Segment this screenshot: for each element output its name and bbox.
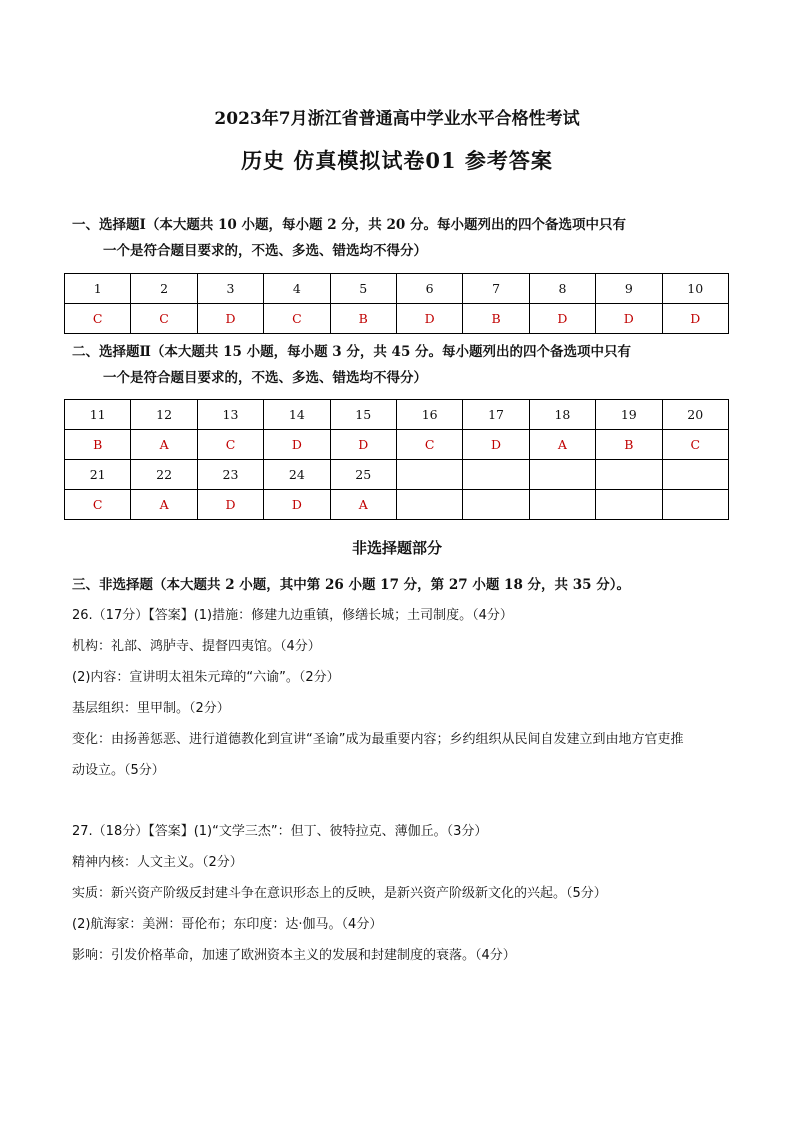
answer-line: (2)内容：宣讲明太祖朱元璋的“六谕”。（2分） [72, 670, 340, 685]
question-number: 7 [463, 274, 529, 304]
q27-answer [72, 816, 732, 971]
answer-letter: C [396, 430, 462, 460]
answer-letter: C [65, 490, 131, 520]
section1-instructions [72, 212, 626, 264]
answer-letter: B [596, 430, 662, 460]
answer-line: 基层组织：里甲制。（2分） [72, 701, 230, 716]
answer-letter: D [264, 490, 330, 520]
answer-line: 26.（17分）【答案】(1)措施：修建九边重镇，修缮长城；土司制度。（4分） [72, 608, 513, 623]
question-number: 13 [197, 400, 263, 430]
question-number: 4 [264, 274, 330, 304]
answer-letter: D [197, 304, 263, 334]
question-number: 17 [463, 400, 529, 430]
question-number: 8 [529, 274, 595, 304]
empty-cell [662, 490, 728, 520]
empty-cell [662, 460, 728, 490]
question-number: 24 [264, 460, 330, 490]
empty-cell [529, 490, 595, 520]
answer-letter: C [65, 304, 131, 334]
question-number: 19 [596, 400, 662, 430]
section2-answer-table [64, 399, 729, 520]
answer-line: 精神内核：人文主义。（2分） [72, 855, 243, 870]
answer-letter: C [662, 430, 728, 460]
empty-cell [596, 490, 662, 520]
section1-line1: 一、选择题Ⅰ（本大题共 10 小题，每小题 2 分，共 20 分。每小题列出的四个备选项中只有 [72, 217, 626, 233]
answer-line: 机构：礼部、鸿胪寺、提督四夷馆。（4分） [72, 639, 321, 654]
answer-letter: B [463, 304, 529, 334]
answer-letter: A [529, 430, 595, 460]
table-row [65, 400, 729, 430]
question-number: 23 [197, 460, 263, 490]
answer-letter: B [65, 430, 131, 460]
answer-letter: D [529, 304, 595, 334]
section1-line2: 一个是符合题目要求的，不选、多选、错选均不得分） [103, 243, 427, 259]
section1-answer-table [64, 273, 729, 334]
question-number: 25 [330, 460, 396, 490]
table-row [65, 490, 729, 520]
answer-line: 实质：新兴资产阶级反封建斗争在意识形态上的反映，是新兴资产阶级新文化的兴起。（5分） [72, 886, 607, 901]
section2-line1: 二、选择题Ⅱ（本大题共 15 小题，每小题 3 分，共 45 分。每小题列出的四个备选项中只有 [72, 344, 632, 360]
exam-title: 2023年7月浙江省普通高中学业水平合格性考试 [214, 109, 580, 129]
table-row [65, 304, 729, 334]
answer-line: 影响：引发价格革命，加速了欧洲资本主义的发展和封建制度的衰落。（4分） [72, 948, 516, 963]
answer-letter: D [463, 430, 529, 460]
question-number: 20 [662, 400, 728, 430]
question-number: 14 [264, 400, 330, 430]
answer-letter: A [330, 490, 396, 520]
question-number: 22 [131, 460, 197, 490]
question-number: 5 [330, 274, 396, 304]
answer-letter: A [131, 490, 197, 520]
answer-letter: D [662, 304, 728, 334]
answer-letter: B [330, 304, 396, 334]
question-number: 15 [330, 400, 396, 430]
answer-letter: A [131, 430, 197, 460]
answer-letter: C [131, 304, 197, 334]
answer-letter: C [197, 430, 263, 460]
question-number: 6 [396, 274, 462, 304]
table-row [65, 274, 729, 304]
non-choice-part-heading: 非选择题部分 [351, 539, 442, 557]
empty-cell [396, 460, 462, 490]
answer-line: 变化：由扬善惩恶、进行道德教化到宣讲“圣谕”成为最重要内容；乡约组织从民间自发建立到由地方官吏推 [72, 732, 684, 747]
empty-cell [463, 490, 529, 520]
question-number: 2 [131, 274, 197, 304]
empty-cell [463, 460, 529, 490]
question-number: 10 [662, 274, 728, 304]
table-row [65, 430, 729, 460]
answer-line: (2)航海家：美洲：哥伦布；东印度：达·伽马。（4分） [72, 917, 383, 932]
answer-line: 27.（18分）【答案】(1)“文学三杰”：但丁、彼特拉克、薄伽丘。（3分） [72, 824, 488, 839]
answer-letter: D [396, 304, 462, 334]
section2-instructions [72, 339, 631, 391]
question-number: 18 [529, 400, 595, 430]
answer-key-title: 历史 仿真模拟试卷01 参考答案 [241, 148, 553, 173]
question-number: 21 [65, 460, 131, 490]
table-row [65, 460, 729, 490]
question-number: 16 [396, 400, 462, 430]
section2-line2: 一个是符合题目要求的，不选、多选、错选均不得分） [103, 370, 427, 386]
answer-letter: D [197, 490, 263, 520]
answer-letter: D [596, 304, 662, 334]
question-number: 1 [65, 274, 131, 304]
q26-answer [72, 600, 732, 786]
section3-heading: 三、非选择题（本大题共 2 小题，其中第 26 小题 17 分，第 27 小题 18 分，共 35 分）。 [72, 577, 630, 593]
question-number: 3 [197, 274, 263, 304]
empty-cell [529, 460, 595, 490]
answer-letter: D [264, 430, 330, 460]
answer-line: 动设立。（5分） [72, 763, 165, 778]
empty-cell [396, 490, 462, 520]
answer-letter: D [330, 430, 396, 460]
question-number: 9 [596, 274, 662, 304]
question-number: 12 [131, 400, 197, 430]
answer-letter: C [264, 304, 330, 334]
question-number: 11 [65, 400, 131, 430]
empty-cell [596, 460, 662, 490]
